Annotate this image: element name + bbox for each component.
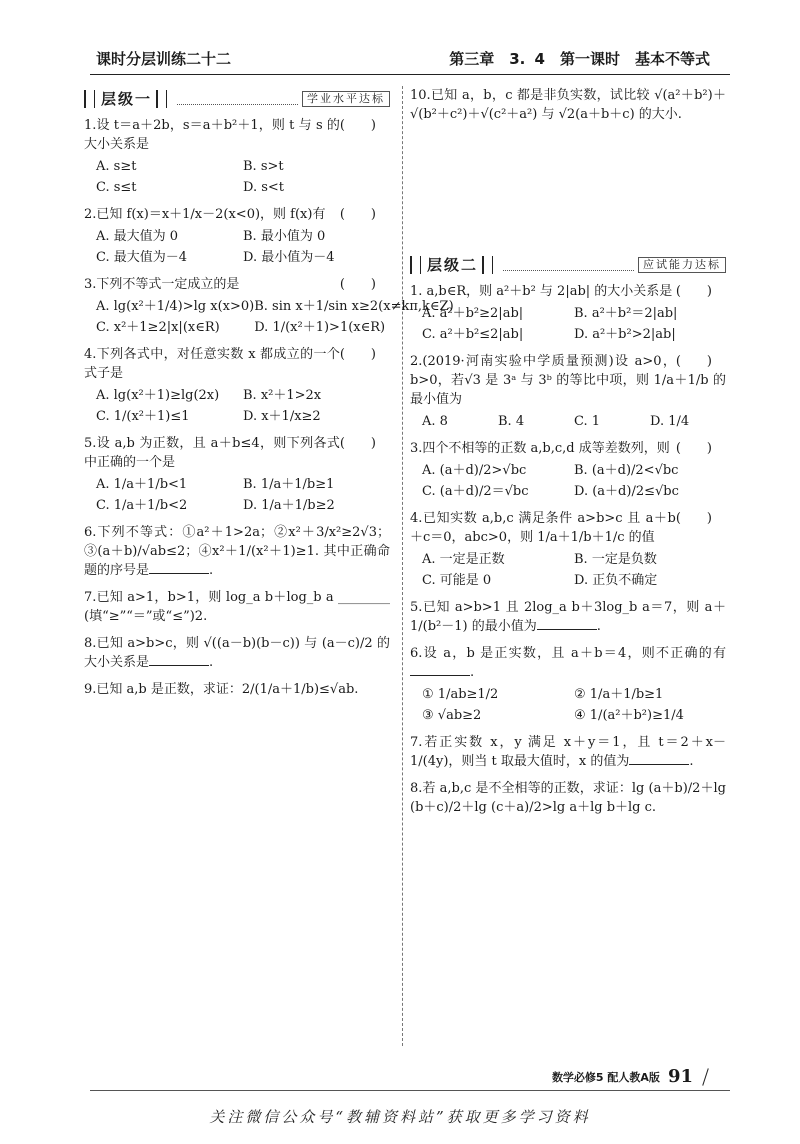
question-item (84, 116, 390, 197)
dotted-leader (177, 94, 298, 105)
answer-option: C. a²＋b²≤2|ab| (422, 327, 524, 342)
answer-option: C. s≤t (96, 180, 137, 195)
answer-option: A. s≥t (96, 159, 137, 174)
question-text: 6.下列不等式：①a²＋1>2a；②x²＋3/x²≥2√3；③(a＋b)/√ab≤2；④x²＋1/(x²＋1)≥1. 其中正确命题的序号是 (84, 525, 390, 578)
question-text: 3.四个不相等的正数 a,b,c,d 成等差数列，则 (410, 441, 670, 456)
answer-parentheses: ( ) (675, 511, 712, 526)
question-stem (84, 345, 390, 383)
answer-option: B. 4 (498, 414, 525, 429)
answer-option: D. 1/(x²＋1)>1(x∈R) (254, 320, 386, 335)
answer-option: ③ √ab≥2 (422, 708, 482, 723)
answer-option: C. (a＋d)/2＝√bc (422, 484, 529, 499)
question-10-stem: 10.已知 a，b，c 都是非负实数，试比较 √(a²＋b²)＋√(b²＋c²)＋√(c²＋a²) 与 √2(a＋b＋c) 的大小. (410, 88, 726, 122)
answer-option: ④ 1/(a²＋b²)≥1/4 (574, 708, 684, 723)
level1-title: 层级一 (101, 89, 153, 108)
question-item (410, 439, 726, 501)
answer-option: C. x²＋1≥2|x|(x∈R) (96, 320, 220, 335)
question-10 (410, 86, 726, 246)
answer-option: C. 1 (574, 414, 601, 429)
answer-option: C. 1/a＋1/b<2 (96, 498, 188, 513)
answer-option: A. a²＋b²≥2|ab| (422, 306, 524, 321)
column-divider (402, 86, 403, 1046)
answer-option: B. (a＋d)/2<√bc (574, 463, 679, 478)
question-item (410, 733, 726, 771)
question-text: 5.设 a,b 为正数，且 a＋b≤4，则下列各式中正确的一个是 (84, 436, 340, 470)
level2-question-list (410, 282, 726, 817)
answer-option: B. 最小值为 0 (243, 229, 326, 244)
answer-option: B. 1/a＋1/b≥1 (243, 477, 335, 492)
answer-option: D. x＋1/x≥2 (243, 409, 321, 424)
question-stem: 6.下列不等式：①a²＋1>2a；②x²＋3/x²≥2√3；③(a＋b)/√ab≤2；④x²＋1/(x²＋1)≥1. 其中正确命题的序号是 . (84, 525, 390, 578)
question-text: 1.设 t＝a＋2b，s＝a＋b²＋1，则 t 与 s 的大小关系是 (84, 118, 340, 152)
question-item (410, 779, 726, 817)
question-item (84, 434, 390, 515)
option-list (84, 297, 454, 337)
option-list (410, 461, 726, 501)
question-item (410, 509, 726, 590)
header-series-title: 课时分层训练二十二 (96, 50, 232, 68)
answer-option: B. x²＋1>2x (243, 388, 322, 403)
answer-option: C. 最大值为－4 (96, 250, 188, 265)
question-text: 9.已知 a,b 是正数，求证：2/(1/a＋1/b)≤√ab. (84, 682, 359, 697)
page-number: 91 (667, 1066, 693, 1087)
level1-subtitle: 学业水平达标 (302, 91, 390, 107)
answer-option: B. 一定是负数 (574, 552, 657, 567)
answer-option: D. 1/4 (650, 414, 690, 429)
option-list (84, 386, 390, 426)
answer-option: D. (a＋d)/2≤√bc (574, 484, 679, 499)
footer-slash-icon (702, 1068, 709, 1085)
option-list (84, 475, 390, 515)
question-text: 5.已知 a>b>1 且 2log_a b＋3log_b a＝7，则 a＋1/(b²－1) 的最小值为 (410, 600, 726, 634)
question-text: 4.下列各式中，对任意实数 x 都成立的一个式子是 (84, 347, 340, 381)
option-list (84, 227, 390, 267)
answer-parentheses: ( ) (339, 436, 376, 451)
level2-subtitle: 应试能力达标 (638, 257, 726, 273)
answer-option: B. a²＋b²＝2|ab| (574, 306, 678, 321)
question-stem (410, 282, 726, 301)
answer-blank (149, 653, 209, 666)
question-stem (84, 205, 390, 224)
question-item (410, 644, 726, 725)
answer-parentheses: ( ) (339, 347, 376, 362)
answer-blank (410, 663, 470, 676)
answer-option: A. lg(x²＋1)≥lg(2x) (96, 388, 220, 403)
question-stem (84, 588, 390, 626)
answer-option: C. 可能是 0 (422, 573, 492, 588)
answer-option: C. 1/(x²＋1)≤1 (96, 409, 190, 424)
answer-option: D. a²＋b²>2|ab| (574, 327, 676, 342)
question-stem (410, 509, 726, 547)
answer-option: ① 1/ab≥1/2 (422, 687, 499, 702)
question-stem (84, 680, 390, 699)
answer-blank (629, 752, 689, 765)
question-stem: 7.若正实数 x，y 满足 x＋y＝1，且 t＝2＋x－1/(4y)，则当 t 取最大值时，x 的值为 . (410, 735, 726, 769)
section-bars-icon (156, 90, 167, 108)
answer-option: B. s>t (243, 159, 284, 174)
question-item (84, 345, 390, 426)
question-item (84, 523, 390, 580)
question-item (84, 205, 390, 267)
question-text: 4.已知实数 a,b,c 满足条件 a>b>c 且 a＋b＋c＝0，abc>0，则 1/a＋1/b＋1/c 的值 (410, 511, 676, 545)
question-stem (410, 779, 726, 817)
answer-option: D. 1/a＋1/b≥2 (243, 498, 335, 513)
dotted-leader (503, 260, 634, 271)
bottom-promo-note: 关注微信公众号“教辅资料站”获取更多学习资料 (209, 1108, 591, 1126)
question-item (410, 282, 726, 344)
option-list (84, 157, 390, 197)
question-stem: 8.已知 a>b>c，则 √((a－b)(b－c)) 与 (a－c)/2 的大小关系是 . (84, 636, 390, 670)
option-list (410, 550, 726, 590)
answer-option: A. 一定是正数 (422, 552, 505, 567)
answer-option: A. (a＋d)/2>√bc (422, 463, 527, 478)
answer-option: ② 1/a＋1/b≥1 (574, 687, 664, 702)
question-text: 6.设 a，b 是正实数，且 a＋b＝4，则不正确的有 (410, 646, 726, 661)
question-text: 2.已知 f(x)＝x＋1/x－2(x<0)，则 f(x)有 (84, 207, 326, 222)
question-item (84, 634, 390, 672)
question-item (84, 680, 390, 699)
question-stem (410, 352, 726, 409)
question-text: 3.下列不等式一定成立的是 (84, 277, 240, 292)
answer-parentheses: ( ) (339, 207, 376, 222)
answer-blank (149, 561, 209, 574)
level2-heading (410, 254, 726, 276)
answer-parentheses: ( ) (675, 354, 712, 369)
header-chapter-title: 第三章 3. 4 第一课时 基本不等式 (449, 50, 710, 68)
answer-blank (537, 617, 597, 630)
question-text: 7.已知 a>1，b>1，则 log_a b＋log_b a ________ (填“≥”“＝”或“≤”)2. (84, 590, 390, 624)
option-list (410, 685, 726, 725)
question-item (410, 352, 726, 431)
question-item (84, 275, 454, 337)
question-text: 7.若正实数 x，y 满足 x＋y＝1，且 t＝2＋x－1/(4y)，则当 t 取最大值时，x 的值为 (410, 735, 726, 769)
question-stem (84, 116, 390, 154)
level1-heading (84, 88, 390, 110)
section-bars-icon (84, 90, 95, 108)
answer-option: B. sin x＋1/sin x≥2(x≠kπ,k∈Z) (254, 299, 454, 314)
question-text: 8.已知 a>b>c，则 √((a－b)(b－c)) 与 (a－c)/2 的大小关系是 (84, 636, 390, 670)
answer-option: A. 1/a＋1/b<1 (96, 477, 188, 492)
question-stem (84, 434, 390, 472)
answer-option: A. 8 (422, 414, 448, 429)
question-text: 1. a,b∈R，则 a²＋b² 与 2|ab| 的大小关系是 (410, 284, 673, 299)
answer-option: A. lg(x²＋1/4)>lg x(x>0) (96, 299, 255, 314)
footer (552, 1066, 706, 1087)
section-bars-icon (482, 256, 493, 274)
footer-book-label: 数学必修5 配人教A版 (551, 1070, 660, 1084)
answer-parentheses: ( ) (675, 441, 712, 456)
answer-option: D. 正负不确定 (574, 573, 658, 588)
question-stem (410, 439, 726, 458)
question-item (410, 598, 726, 636)
question-text: 8.若 a,b,c 是不全相等的正数，求证：lg (a＋b)/2＋lg (b＋c)/2＋lg (c＋a)/2>lg a＋lg b＋lg c. (410, 781, 726, 815)
footer-rule (90, 1090, 730, 1091)
header-rule (90, 74, 730, 75)
answer-option: A. 最大值为 0 (96, 229, 179, 244)
question-stem: 6.设 a，b 是正实数，且 a＋b＝4，则不正确的有. (410, 646, 726, 680)
answer-parentheses: ( ) (675, 284, 712, 299)
level2-title: 层级二 (427, 255, 479, 274)
right-column (410, 86, 726, 825)
answer-option: D. s<t (243, 180, 285, 195)
question-item (84, 588, 390, 626)
answer-parentheses: ( ) (339, 118, 376, 133)
question-text: 2.(2019·河南实验中学质量预测)设 a>0，b>0，若√3 是 3ᵃ 与 3ᵇ 的等比中项，则 1/a＋1/b 的最小值为 (410, 354, 726, 407)
answer-parentheses: ( ) (339, 277, 376, 292)
answer-option: D. 最小值为－4 (243, 250, 335, 265)
question-stem (84, 275, 390, 294)
section-bars-icon (410, 256, 421, 274)
option-list (410, 412, 726, 431)
question-stem: 5.已知 a>b>1 且 2log_a b＋3log_b a＝7，则 a＋1/(b²－1) 的最小值为 . (410, 600, 726, 634)
option-list (410, 304, 726, 344)
